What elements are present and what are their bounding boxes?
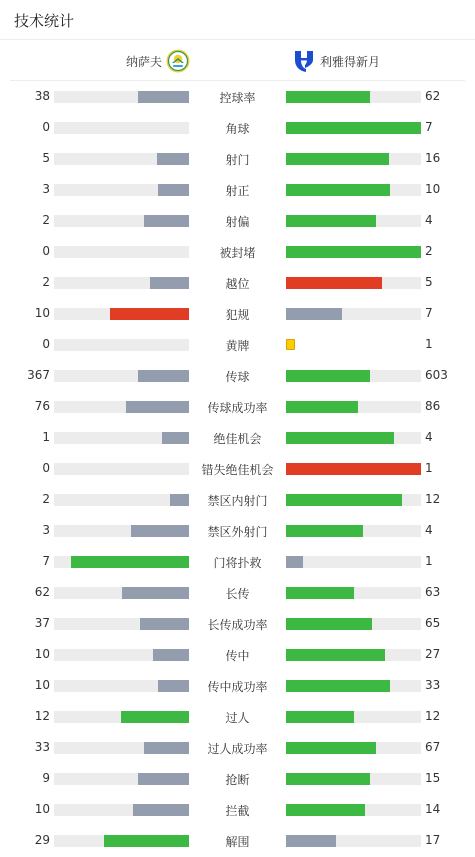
- home-team-name: 纳萨夫: [125, 54, 162, 69]
- home-bar-track: [54, 680, 189, 692]
- stat-row: [0, 484, 475, 515]
- away-bar-track: [286, 556, 421, 568]
- home-bar-fill: [133, 804, 189, 816]
- home-bar-fill: [126, 401, 189, 413]
- away-value: 7: [425, 306, 433, 320]
- stat-row: [0, 236, 475, 267]
- away-value: 4: [425, 430, 433, 444]
- stat-row: [0, 143, 475, 174]
- stat-label: 拦截: [225, 804, 250, 818]
- away-bar-track: [286, 494, 421, 506]
- home-bar-track: [54, 215, 189, 227]
- away-bar-fill: [286, 370, 370, 382]
- stat-row: [0, 608, 475, 639]
- away-bar-track: [286, 401, 421, 413]
- home-bar-track: [54, 649, 189, 661]
- away-value: 15: [425, 771, 441, 785]
- away-value: 12: [425, 492, 441, 506]
- away-bar-fill: [286, 91, 370, 103]
- home-value: 3: [42, 523, 50, 537]
- away-value: 2: [425, 244, 433, 258]
- home-bar-fill: [144, 742, 189, 754]
- away-bar-track: [286, 184, 421, 196]
- away-value: 12: [425, 709, 441, 723]
- stat-row: [0, 763, 475, 794]
- away-bar-track: [286, 463, 421, 475]
- stat-label: 射门: [225, 153, 250, 167]
- stat-label: 解围: [225, 835, 250, 849]
- away-bar-track: [286, 711, 421, 723]
- home-value: 38: [34, 89, 50, 103]
- home-bar-fill: [110, 308, 189, 320]
- stat-row: [0, 577, 475, 608]
- away-bar-track: [286, 773, 421, 785]
- home-bar-track: [54, 122, 189, 134]
- stat-label: 过人成功率: [207, 742, 268, 756]
- away-value: 4: [425, 213, 433, 227]
- away-bar-fill: [286, 463, 421, 475]
- away-value: 603: [425, 368, 448, 382]
- stat-row: [0, 453, 475, 484]
- home-bar-track: [54, 804, 189, 816]
- home-bar-fill: [144, 215, 189, 227]
- away-value: 10: [425, 182, 441, 196]
- home-bar-fill: [153, 649, 189, 661]
- away-value: 65: [425, 616, 441, 630]
- yellow-card-icon: [286, 339, 295, 350]
- away-bar-fill: [286, 432, 394, 444]
- home-bar-track: [54, 153, 189, 165]
- away-value: 67: [425, 740, 441, 754]
- stat-label: 禁区内射门: [207, 494, 268, 508]
- stat-row: [0, 267, 475, 298]
- home-value: 1: [42, 430, 50, 444]
- away-bar-fill: [286, 215, 376, 227]
- away-bar-track: [286, 804, 421, 816]
- stat-row: [0, 825, 475, 856]
- stat-label: 长传成功率: [207, 618, 268, 632]
- stat-row: [0, 639, 475, 670]
- home-value: 367: [27, 368, 50, 382]
- away-bar-fill: [286, 401, 358, 413]
- home-bar-track: [54, 618, 189, 630]
- away-bar-fill: [286, 308, 342, 320]
- stat-row: [0, 112, 475, 143]
- away-bar-fill: [286, 711, 354, 723]
- away-bar-track: [286, 246, 421, 258]
- home-bar-fill: [138, 773, 189, 785]
- stat-label: 长传: [225, 587, 250, 601]
- away-bar-fill: [286, 153, 389, 165]
- away-bar-track: [286, 835, 421, 847]
- home-bar-track: [54, 184, 189, 196]
- stat-label: 传球成功率: [207, 401, 268, 415]
- home-bar-fill: [131, 525, 189, 537]
- away-value: 16: [425, 151, 441, 165]
- home-bar-fill: [170, 494, 189, 506]
- home-bar-fill: [158, 680, 189, 692]
- home-bar-fill: [140, 618, 189, 630]
- away-value: 1: [425, 461, 433, 475]
- home-value: 2: [42, 213, 50, 227]
- away-bar-fill: [286, 246, 421, 258]
- stat-label: 禁区外射门: [207, 525, 268, 539]
- stat-row: [0, 546, 475, 577]
- stat-label: 传中成功率: [207, 680, 268, 694]
- away-value: 14: [425, 802, 441, 816]
- away-bar-fill: [286, 277, 382, 289]
- stat-label: 越位: [225, 277, 250, 291]
- away-bar-track: [286, 587, 421, 599]
- away-bar-fill: [286, 556, 303, 568]
- stat-label: 绝佳机会: [213, 432, 262, 446]
- home-team[interactable]: [126, 49, 190, 73]
- away-bar-fill: [286, 742, 376, 754]
- away-value: 1: [425, 337, 433, 351]
- away-bar-track: [286, 277, 421, 289]
- away-value: 7: [425, 120, 433, 134]
- stat-row: [0, 174, 475, 205]
- home-bar-fill: [122, 587, 189, 599]
- stat-row: [0, 670, 475, 701]
- home-bar-fill: [104, 835, 189, 847]
- home-bar-track: [54, 277, 189, 289]
- home-value: 0: [42, 461, 50, 475]
- home-bar-track: [54, 463, 189, 475]
- away-bar-fill: [286, 804, 365, 816]
- away-bar-track: [286, 680, 421, 692]
- stat-label: 黄牌: [225, 339, 250, 353]
- away-value: 1: [425, 554, 433, 568]
- away-value: 27: [425, 647, 441, 661]
- home-bar-fill: [158, 184, 189, 196]
- stat-label: 过人: [225, 711, 250, 725]
- away-value: 62: [425, 89, 441, 103]
- home-value: 76: [34, 399, 50, 413]
- away-value: 5: [425, 275, 433, 289]
- home-bar-fill: [150, 277, 189, 289]
- home-bar-track: [54, 494, 189, 506]
- home-bar-track: [54, 556, 189, 568]
- away-value: 63: [425, 585, 441, 599]
- stat-label: 射偏: [225, 215, 250, 229]
- stat-label: 传中: [225, 649, 250, 663]
- home-bar-track: [54, 401, 189, 413]
- stat-row: [0, 360, 475, 391]
- away-bar-track: [286, 649, 421, 661]
- stat-label: 被封堵: [219, 246, 256, 260]
- stat-label: 传球: [225, 370, 250, 384]
- away-value: 4: [425, 523, 433, 537]
- away-value: 17: [425, 833, 441, 847]
- away-team-name: 利雅得新月: [320, 54, 381, 69]
- away-bar-fill: [286, 618, 372, 630]
- home-bar-track: [54, 587, 189, 599]
- home-value: 37: [34, 616, 50, 630]
- home-bar-track: [54, 835, 189, 847]
- away-bar-fill: [286, 494, 402, 506]
- home-value: 33: [34, 740, 50, 754]
- away-bar-track: [286, 308, 421, 320]
- home-bar-track: [54, 525, 189, 537]
- home-value: 2: [42, 492, 50, 506]
- home-bar-track: [54, 773, 189, 785]
- home-value: 3: [42, 182, 50, 196]
- stat-row: [0, 391, 475, 422]
- stat-label: 控球率: [219, 91, 256, 105]
- away-bar-track: [286, 742, 421, 754]
- stat-row: [0, 329, 475, 360]
- away-bar-fill: [286, 680, 390, 692]
- stat-label: 错失绝佳机会: [201, 463, 274, 477]
- stat-row: [0, 515, 475, 546]
- away-bar-fill: [286, 122, 421, 134]
- away-bar-fill: [286, 835, 336, 847]
- home-bar-fill: [121, 711, 189, 723]
- home-value: 10: [34, 678, 50, 692]
- stat-row: [0, 732, 475, 763]
- away-value: 86: [425, 399, 441, 413]
- home-value: 12: [34, 709, 50, 723]
- home-value: 0: [42, 120, 50, 134]
- home-bar-fill: [138, 91, 189, 103]
- home-value: 9: [42, 771, 50, 785]
- away-bar-track: [286, 91, 421, 103]
- home-bar-fill: [71, 556, 189, 568]
- stat-label: 射正: [225, 184, 250, 198]
- home-value: 5: [42, 151, 50, 165]
- away-bar-track: [286, 618, 421, 630]
- away-bar-track: [286, 370, 421, 382]
- home-bar-track: [54, 711, 189, 723]
- page-title: 技术统计: [14, 12, 75, 30]
- home-value: 7: [42, 554, 50, 568]
- away-value: 33: [425, 678, 441, 692]
- away-bar-fill: [286, 773, 370, 785]
- away-bar-track: [286, 153, 421, 165]
- teams-header: [10, 41, 465, 81]
- away-bar-fill: [286, 587, 354, 599]
- away-bar-track: [286, 525, 421, 537]
- home-bar-track: [54, 742, 189, 754]
- home-value: 29: [34, 833, 50, 847]
- away-bar-track: [286, 432, 421, 444]
- away-bar-fill: [286, 649, 385, 661]
- away-bar-track: [286, 215, 421, 227]
- home-bar-track: [54, 370, 189, 382]
- stat-row: [0, 81, 475, 112]
- away-bar-fill: [286, 525, 363, 537]
- stat-row: [0, 298, 475, 329]
- home-bar-fill: [138, 370, 189, 382]
- stat-row: [0, 794, 475, 825]
- home-bar-track: [54, 308, 189, 320]
- home-bar-track: [54, 432, 189, 444]
- page-header: [0, 0, 475, 40]
- stat-label: 门将扑救: [213, 556, 262, 570]
- al-hilal-crest-icon: [292, 49, 316, 73]
- home-bar-track: [54, 246, 189, 258]
- home-value: 10: [34, 647, 50, 661]
- away-bar-fill: [286, 184, 390, 196]
- home-value: 0: [42, 337, 50, 351]
- nasaf-crest-icon: [166, 49, 190, 73]
- home-value: 10: [34, 306, 50, 320]
- home-bar-fill: [157, 153, 189, 165]
- stat-label: 抢断: [225, 773, 250, 787]
- away-team[interactable]: [292, 49, 380, 73]
- home-value: 0: [42, 244, 50, 258]
- home-bar-fill: [162, 432, 189, 444]
- home-bar-track: [54, 91, 189, 103]
- home-value: 2: [42, 275, 50, 289]
- stat-label: 角球: [225, 122, 250, 136]
- home-value: 62: [34, 585, 50, 599]
- home-value: 10: [34, 802, 50, 816]
- stat-row: [0, 701, 475, 732]
- stat-row: [0, 205, 475, 236]
- away-bar-track: [286, 122, 421, 134]
- stat-label: 犯规: [225, 308, 250, 322]
- stat-row: [0, 422, 475, 453]
- home-bar-track: [54, 339, 189, 351]
